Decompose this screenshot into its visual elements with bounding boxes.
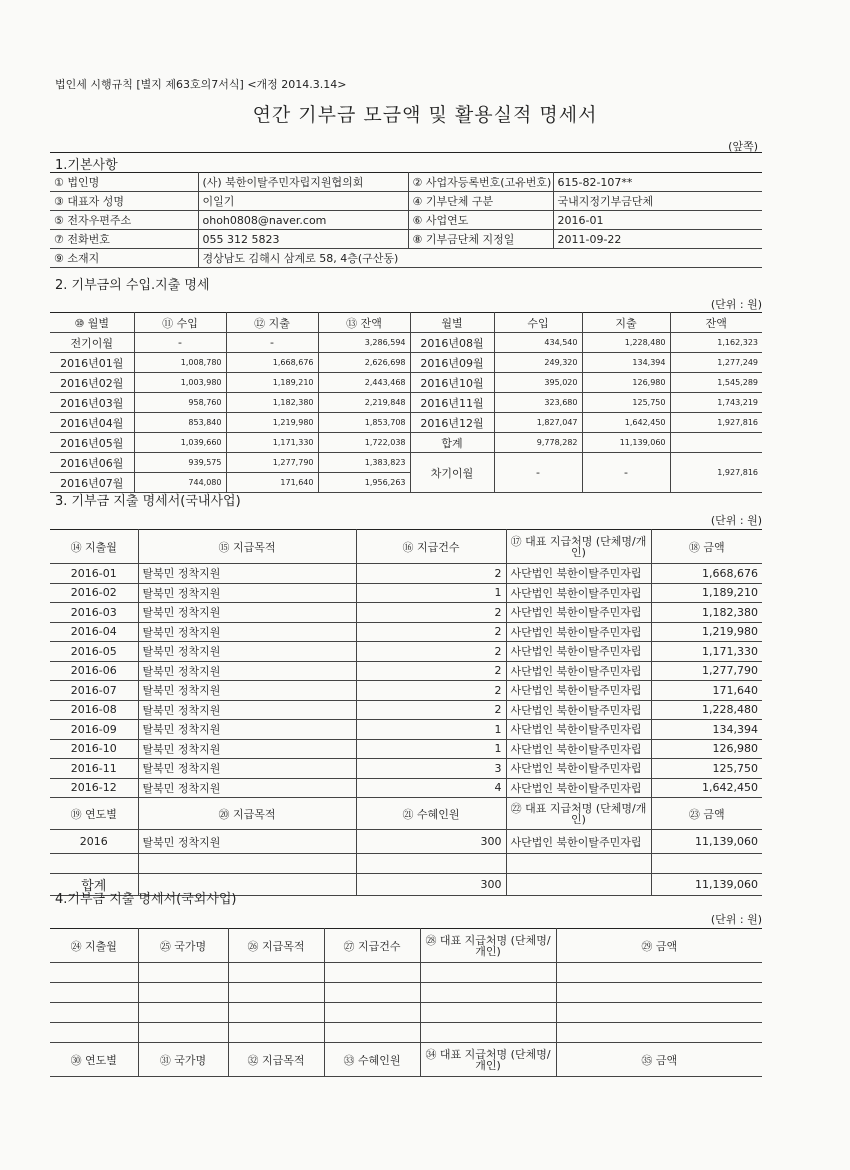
beneficiaries-cell: 300: [356, 830, 506, 854]
empty-cell: [228, 1023, 324, 1043]
balance-cell: 1,853,708: [318, 413, 410, 433]
column-header: ⑭ 지출월: [50, 530, 138, 564]
amount-cell: 126,980: [651, 739, 762, 759]
balance-cell: 1,162,323: [670, 333, 762, 353]
month-cell: 2016-07: [50, 681, 138, 701]
section-title-domestic: 3. 기부금 지출 명세서(국내사업): [55, 494, 241, 509]
table-row: [50, 413, 762, 433]
divider: [50, 152, 762, 153]
count-cell: 4: [356, 778, 506, 798]
table-row: [50, 681, 762, 701]
section-title-basic: 1.기본사항: [55, 158, 118, 173]
purpose-cell: 탈북민 정착지원: [138, 564, 356, 584]
count-cell: 1: [356, 720, 506, 740]
table-header-row: [50, 530, 762, 564]
column-header: ㉚ 연도별: [50, 1043, 138, 1077]
month-cell: 2016년12월: [410, 413, 494, 433]
address-label: ⑨ 소재지: [50, 249, 198, 268]
income-cell: 853,840: [134, 413, 226, 433]
expense-cell: 1,668,676: [226, 353, 318, 373]
empty-cell: [138, 854, 356, 874]
purpose-cell: 탈북민 정착지원: [138, 642, 356, 662]
expense-cell: 125,750: [582, 393, 670, 413]
empty-cell: [50, 983, 138, 1003]
empty-cell: [420, 963, 556, 983]
amount-cell: 125,750: [651, 759, 762, 779]
income-cell: 939,575: [134, 453, 226, 473]
column-header: ㉙ 금액: [556, 929, 762, 963]
empty-cell: [556, 1023, 762, 1043]
empty-cell: [324, 1023, 420, 1043]
balance-cell: 1,383,823: [318, 453, 410, 473]
expense-cell: 1,189,210: [226, 373, 318, 393]
table-row: [50, 642, 762, 662]
field-label: ⑤ 전자우편주소: [50, 211, 198, 230]
section-title-foreign: 4.기부금 지출 명세서(국외사업): [55, 892, 237, 907]
count-cell: 2: [356, 661, 506, 681]
month-cell: 2016-10: [50, 739, 138, 759]
purpose-cell: 탈북민 정착지원: [138, 778, 356, 798]
recipient-cell: 사단법인 북한이탈주민자립: [506, 681, 651, 701]
purpose-cell: 탈북민 정착지원: [138, 739, 356, 759]
empty-cell: [50, 1003, 138, 1023]
month-cell: 2016-03: [50, 603, 138, 623]
amount-cell: 1,219,980: [651, 622, 762, 642]
column-header: ㉔ 지출월: [50, 929, 138, 963]
table-row: [50, 373, 762, 393]
basic-info-table: [50, 172, 762, 268]
income-cell: -: [134, 333, 226, 353]
recipient-cell: 사단법인 북한이탈주민자립: [506, 603, 651, 623]
table-row: [50, 661, 762, 681]
month-cell: 2016-02: [50, 583, 138, 603]
empty-cell: [556, 963, 762, 983]
month-cell: 2016년01월: [50, 353, 134, 373]
empty-cell: [324, 963, 420, 983]
recipient-cell: 사단법인 북한이탈주민자립: [506, 622, 651, 642]
field-value: (사) 북한이탈주민자립지원협의회: [198, 173, 408, 192]
table-row: [50, 173, 762, 192]
empty-cell: [420, 983, 556, 1003]
table-header-row: [50, 798, 762, 830]
field-label: ③ 대표자 성명: [50, 192, 198, 211]
empty-cell: [420, 1023, 556, 1043]
month-cell: 2016-05: [50, 642, 138, 662]
balance-cell: 1,722,038: [318, 433, 410, 453]
income-cell: 323,680: [494, 393, 582, 413]
expense-cell: -: [582, 453, 670, 493]
amount-cell: 1,642,450: [651, 778, 762, 798]
address-value: 경상남도 김해시 삼계로 58, 4층(구산동): [198, 249, 762, 268]
table-row: [50, 433, 762, 453]
income-cell: 249,320: [494, 353, 582, 373]
column-header: 월별: [410, 313, 494, 333]
field-value: ohoh0808@naver.com: [198, 211, 408, 230]
empty-cell: [138, 983, 228, 1003]
month-cell: 2016년06월: [50, 453, 134, 473]
empty-cell: [138, 963, 228, 983]
count-cell: 1: [356, 583, 506, 603]
column-header: ⑳ 지급목적: [138, 798, 356, 830]
column-header: ⑲ 연도별: [50, 798, 138, 830]
field-value: 2016-01: [553, 211, 762, 230]
column-header: ㉒ 대표 지급처명 (단체명/개인): [506, 798, 651, 830]
purpose-cell: 탈북민 정착지원: [138, 700, 356, 720]
amount-cell: 171,640: [651, 681, 762, 701]
income-expense-table: [50, 312, 762, 493]
amount-cell: 1,228,480: [651, 700, 762, 720]
month-cell: 2016-06: [50, 661, 138, 681]
table-row: [50, 211, 762, 230]
amount-cell: 1,182,380: [651, 603, 762, 623]
income-cell: 1,827,047: [494, 413, 582, 433]
unit-label: (단위 : 원): [710, 913, 762, 926]
column-header: ㉞ 대표 지급처명 (단체명/개인): [420, 1043, 556, 1077]
empty-cell: [556, 1003, 762, 1023]
expense-cell: 134,394: [582, 353, 670, 373]
field-value: 2011-09-22: [553, 230, 762, 249]
count-cell: 2: [356, 642, 506, 662]
table-row: [50, 622, 762, 642]
table-header-row: [50, 313, 762, 333]
empty-cell: [324, 983, 420, 1003]
balance-cell: 2,219,848: [318, 393, 410, 413]
total-amount: 11,139,060: [651, 873, 762, 895]
empty-cell: [420, 1003, 556, 1023]
purpose-cell: 탈북민 정착지원: [138, 583, 356, 603]
year-cell: 2016: [50, 830, 138, 854]
front-side-label: (앞쪽): [728, 140, 758, 153]
month-cell: 2016년05월: [50, 433, 134, 453]
recipient-cell: 사단법인 북한이탈주민자립: [506, 700, 651, 720]
column-header: ⑮ 지급목적: [138, 530, 356, 564]
count-cell: 1: [356, 739, 506, 759]
count-cell: 2: [356, 622, 506, 642]
empty-cell: [228, 1003, 324, 1023]
month-cell: 2016년02월: [50, 373, 134, 393]
empty-cell: [228, 983, 324, 1003]
table-row: [50, 759, 762, 779]
column-header: ㉛ 국가명: [138, 1043, 228, 1077]
table-row: [50, 230, 762, 249]
section-title-income: 2. 기부금의 수입.지출 명세: [55, 278, 210, 293]
table-row: [50, 393, 762, 413]
empty-cell: [506, 854, 651, 874]
column-header: ㉖ 지급목적: [228, 929, 324, 963]
column-header: ㉘ 대표 지급처명 (단체명/개인): [420, 929, 556, 963]
income-cell: 395,020: [494, 373, 582, 393]
empty-cell: [50, 854, 138, 874]
recipient-cell: 사단법인 북한이탈주민자립: [506, 739, 651, 759]
field-label: ⑦ 전화번호: [50, 230, 198, 249]
amount-cell: 1,189,210: [651, 583, 762, 603]
field-label: ⑧ 기부금단체 지정일: [408, 230, 553, 249]
count-cell: 2: [356, 603, 506, 623]
amount-cell: 1,277,790: [651, 661, 762, 681]
field-label: ④ 기부단체 구분: [408, 192, 553, 211]
amount-cell: 1,668,676: [651, 564, 762, 584]
recipient-cell: 사단법인 북한이탈주민자립: [506, 661, 651, 681]
count-cell: 2: [356, 564, 506, 584]
empty-cell: [651, 854, 762, 874]
field-value: 국내지정기부금단체: [553, 192, 762, 211]
income-cell: 1,003,980: [134, 373, 226, 393]
month-cell: 2016년11월: [410, 393, 494, 413]
table-row: [50, 720, 762, 740]
expense-cell: 1,277,790: [226, 453, 318, 473]
column-header: 수입: [494, 313, 582, 333]
month-cell: 2016-09: [50, 720, 138, 740]
month-cell: 2016년07월: [50, 473, 134, 493]
balance-cell: 3,286,594: [318, 333, 410, 353]
balance-cell: 1,743,219: [670, 393, 762, 413]
table-row: [50, 739, 762, 759]
income-cell: 1,008,780: [134, 353, 226, 373]
expense-cell: 1,228,480: [582, 333, 670, 353]
month-cell: 차기이월: [410, 453, 494, 493]
form-title: 연간 기부금 모금액 및 활용실적 명세서: [252, 104, 598, 126]
purpose-cell: 탈북민 정착지원: [138, 603, 356, 623]
empty-cell: [138, 1003, 228, 1023]
empty-cell: [506, 873, 651, 895]
unit-label: (단위 : 원): [710, 298, 762, 311]
income-cell: 9,778,282: [494, 433, 582, 453]
field-label: ① 법인명: [50, 173, 198, 192]
total-beneficiaries: 300: [356, 873, 506, 895]
recipient-cell: 사단법인 북한이탈주민자립: [506, 583, 651, 603]
table-row: [50, 333, 762, 353]
recipient-cell: 사단법인 북한이탈주민자립: [506, 720, 651, 740]
column-header: ㉗ 지급건수: [324, 929, 420, 963]
empty-cell: [138, 1023, 228, 1043]
column-header: ⑪ 수입: [134, 313, 226, 333]
month-cell: 전기이월: [50, 333, 134, 353]
table-row: [50, 583, 762, 603]
column-header: ㉜ 지급목적: [228, 1043, 324, 1077]
expense-cell: 126,980: [582, 373, 670, 393]
table-row: [50, 700, 762, 720]
table-row: [50, 453, 762, 473]
purpose-cell: 탈북민 정착지원: [138, 759, 356, 779]
column-header: ㉕ 국가명: [138, 929, 228, 963]
domestic-expense-table: [50, 529, 762, 896]
recipient-cell: 사단법인 북한이탈주민자립: [506, 564, 651, 584]
balance-cell: 2,626,698: [318, 353, 410, 373]
month-cell: 2016년04월: [50, 413, 134, 433]
empty-cell: [50, 1023, 138, 1043]
column-header: ㉑ 수혜인원: [356, 798, 506, 830]
field-value: 615-82-107**: [553, 173, 762, 192]
field-value: 055 312 5823: [198, 230, 408, 249]
empty-cell: [324, 1003, 420, 1023]
column-header: ⑩ 월별: [50, 313, 134, 333]
month-cell: 2016-11: [50, 759, 138, 779]
purpose-cell: 탈북민 정착지원: [138, 661, 356, 681]
field-label: ⑥ 사업연도: [408, 211, 553, 230]
column-header: ⑰ 대표 지급처명 (단체명/개인): [506, 530, 651, 564]
balance-cell: 1,277,249: [670, 353, 762, 373]
month-cell: 2016-12: [50, 778, 138, 798]
expense-cell: -: [226, 333, 318, 353]
table-header-row: [50, 929, 762, 963]
empty-cell: [356, 854, 506, 874]
empty-cell: [50, 963, 138, 983]
empty-row: [50, 983, 762, 1003]
month-cell: 2016-01: [50, 564, 138, 584]
income-cell: -: [494, 453, 582, 493]
column-header: ⑫ 지출: [226, 313, 318, 333]
income-cell: 1,039,660: [134, 433, 226, 453]
month-cell: 2016년08월: [410, 333, 494, 353]
table-row: [50, 854, 762, 874]
empty-cell: [556, 983, 762, 1003]
income-cell: 744,080: [134, 473, 226, 493]
balance-cell: 2,443,468: [318, 373, 410, 393]
count-cell: 2: [356, 700, 506, 720]
balance-cell: 1,956,263: [318, 473, 410, 493]
recipient-cell: 사단법인 북한이탈주민자립: [506, 759, 651, 779]
month-cell: 2016년03월: [50, 393, 134, 413]
balance-cell: 1,927,816: [670, 453, 762, 493]
expense-cell: 1,171,330: [226, 433, 318, 453]
table-row: [50, 353, 762, 373]
table-header-row: [50, 1043, 762, 1077]
column-header: ㉟ 금액: [556, 1043, 762, 1077]
column-header: 지출: [582, 313, 670, 333]
unit-label: (단위 : 원): [710, 514, 762, 527]
month-cell: 2016-04: [50, 622, 138, 642]
empty-cell: [228, 963, 324, 983]
table-row: [50, 830, 762, 854]
table-row: [50, 778, 762, 798]
balance-cell: 1,545,289: [670, 373, 762, 393]
expense-cell: 1,219,980: [226, 413, 318, 433]
column-header: ⑬ 잔액: [318, 313, 410, 333]
law-reference: 법인세 시행규칙 [별지 제63호의7서식] <개정 2014.3.14>: [55, 78, 347, 91]
table-row: [50, 564, 762, 584]
purpose-cell: 탈북민 정착지원: [138, 830, 356, 854]
expense-cell: 1,642,450: [582, 413, 670, 433]
recipient-cell: 사단법인 북한이탈주민자립: [506, 778, 651, 798]
balance-cell: [670, 433, 762, 453]
column-header: 잔액: [670, 313, 762, 333]
amount-cell: 134,394: [651, 720, 762, 740]
column-header: ⑱ 금액: [651, 530, 762, 564]
table-row: [50, 603, 762, 623]
count-cell: 3: [356, 759, 506, 779]
count-cell: 2: [356, 681, 506, 701]
expense-cell: 11,139,060: [582, 433, 670, 453]
balance-cell: 1,927,816: [670, 413, 762, 433]
month-cell: 2016년10월: [410, 373, 494, 393]
table-row: [50, 192, 762, 211]
month-cell: 2016-08: [50, 700, 138, 720]
column-header: ⑯ 지급건수: [356, 530, 506, 564]
foreign-expense-table: [50, 928, 762, 1077]
field-value: 이일기: [198, 192, 408, 211]
month-cell: 2016년09월: [410, 353, 494, 373]
column-header: ㉓ 금액: [651, 798, 762, 830]
empty-row: [50, 1023, 762, 1043]
total-label: 합계: [50, 873, 138, 895]
column-header: ㉝ 수혜인원: [324, 1043, 420, 1077]
expense-cell: 171,640: [226, 473, 318, 493]
purpose-cell: 탈북민 정착지원: [138, 720, 356, 740]
purpose-cell: 탈북민 정착지원: [138, 622, 356, 642]
purpose-cell: 탈북민 정착지원: [138, 681, 356, 701]
recipient-cell: 사단법인 북한이탈주민자립: [506, 642, 651, 662]
amount-cell: 1,171,330: [651, 642, 762, 662]
expense-cell: 1,182,380: [226, 393, 318, 413]
empty-row: [50, 1003, 762, 1023]
income-cell: 434,540: [494, 333, 582, 353]
field-label: ② 사업자등록번호(고유번호): [408, 173, 553, 192]
recipient-cell: 사단법인 북한이탈주민자립: [506, 830, 651, 854]
amount-cell: 11,139,060: [651, 830, 762, 854]
income-cell: 958,760: [134, 393, 226, 413]
empty-row: [50, 963, 762, 983]
month-cell: 합계: [410, 433, 494, 453]
